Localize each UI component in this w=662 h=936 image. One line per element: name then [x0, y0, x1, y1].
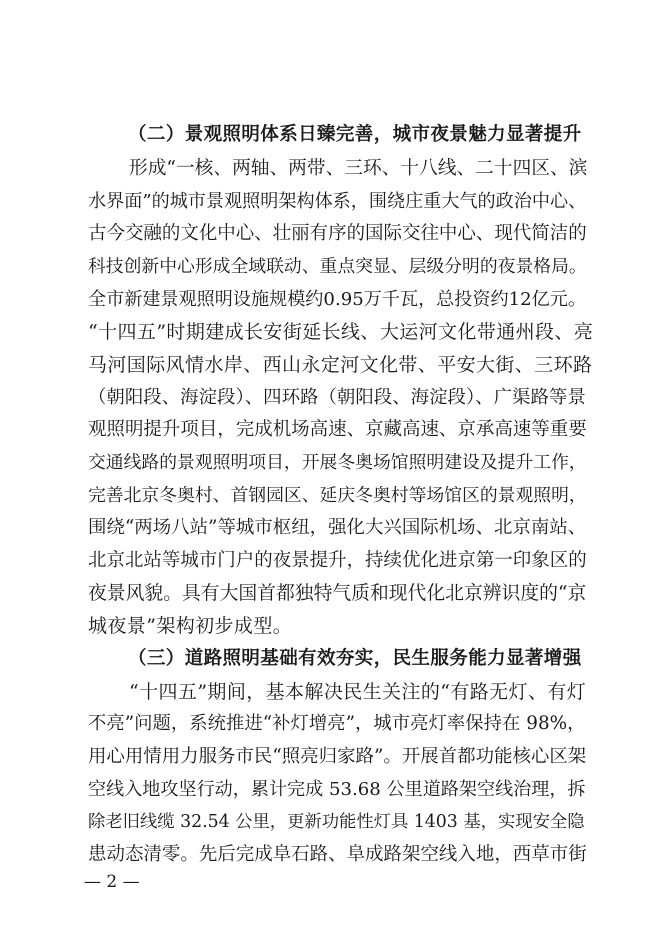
paragraph-line: 形成“一核、两轴、两带、三环、十八线、二十四区、滨: [129, 158, 588, 179]
paragraph-line: 城夜景”架构初步成型。: [88, 615, 293, 637]
paragraph-line: 马河国际风情水岸、西山永定河文化带、平安大街、三环路: [88, 354, 593, 376]
page-number: — 2 —: [84, 872, 140, 892]
paragraph-line: 全市新建景观照明设施规模约0.95万千瓦，总投资约12亿元。: [88, 289, 586, 310]
paragraph-line: 夜景风貌。具有大国首都独特气质和现代化北京辨识度的“京: [88, 583, 587, 604]
paragraph-line: 古今交融的文化中心、壮丽有序的国际交往中心、现代简洁的: [88, 223, 587, 244]
paragraph-line: 完善北京冬奥村、首钢园区、延庆冬奥村等场馆区的景观照明，: [88, 485, 587, 506]
paragraph-line: 观照明提升项目，完成机场高速、京藏高速、京承高速等重要: [88, 419, 587, 440]
section-heading-2: （二）景观照明体系日臻完善，城市夜景魅力显著提升: [128, 124, 582, 145]
paragraph-line: （朝阳段、海淀段）、四环路（朝阳段、海淀段）、广渠路等景: [88, 387, 586, 408]
paragraph-line: 除老旧线缆 32.54 公里，更新功能性灯具 1403 基，实现安全隐: [88, 812, 585, 832]
paragraph-line: “十四五”时期建成长安街延长线、大运河文化带通州段、亮: [88, 321, 594, 343]
paragraph-line: 围绕“两场八站”等城市枢纽，强化大兴国际机场、北京南站、: [88, 517, 587, 538]
paragraph-line: 不亮”问题，系统推进“补灯增亮”，城市亮灯率保持在 98%，: [88, 713, 586, 734]
paragraph-line: “十四五”期间，基本解决民生关注的“有路无灯、有灯: [129, 681, 587, 703]
paragraph-line: 交通线路的景观照明项目，开展冬奥场馆照明建设及提升工作，: [88, 452, 587, 473]
section-heading-3: （三）道路照明基础有效夯实，民生服务能力显著增强: [128, 648, 582, 669]
paragraph-line: 科技创新中心形成全域联动、重点突显、层级分明的夜景格局。: [88, 256, 587, 277]
paragraph-line: 患动态清零。先后完成阜石路、阜成路架空线入地，西草市街: [88, 844, 587, 865]
paragraph-line: 水界面”的城市景观照明架构体系，围绕庄重大气的政治中心、: [88, 191, 587, 212]
paragraph-line: 北京北站等城市门户的夜景提升，持续优化进京第一印象区的: [88, 550, 587, 571]
paragraph-line: 用心用情用力服务市民“照亮归家路”。开展首都功能核心区架: [88, 746, 587, 767]
paragraph-line: 空线入地攻坚行动，累计完成 53.68 公里道路架空线治理，拆: [88, 779, 586, 800]
